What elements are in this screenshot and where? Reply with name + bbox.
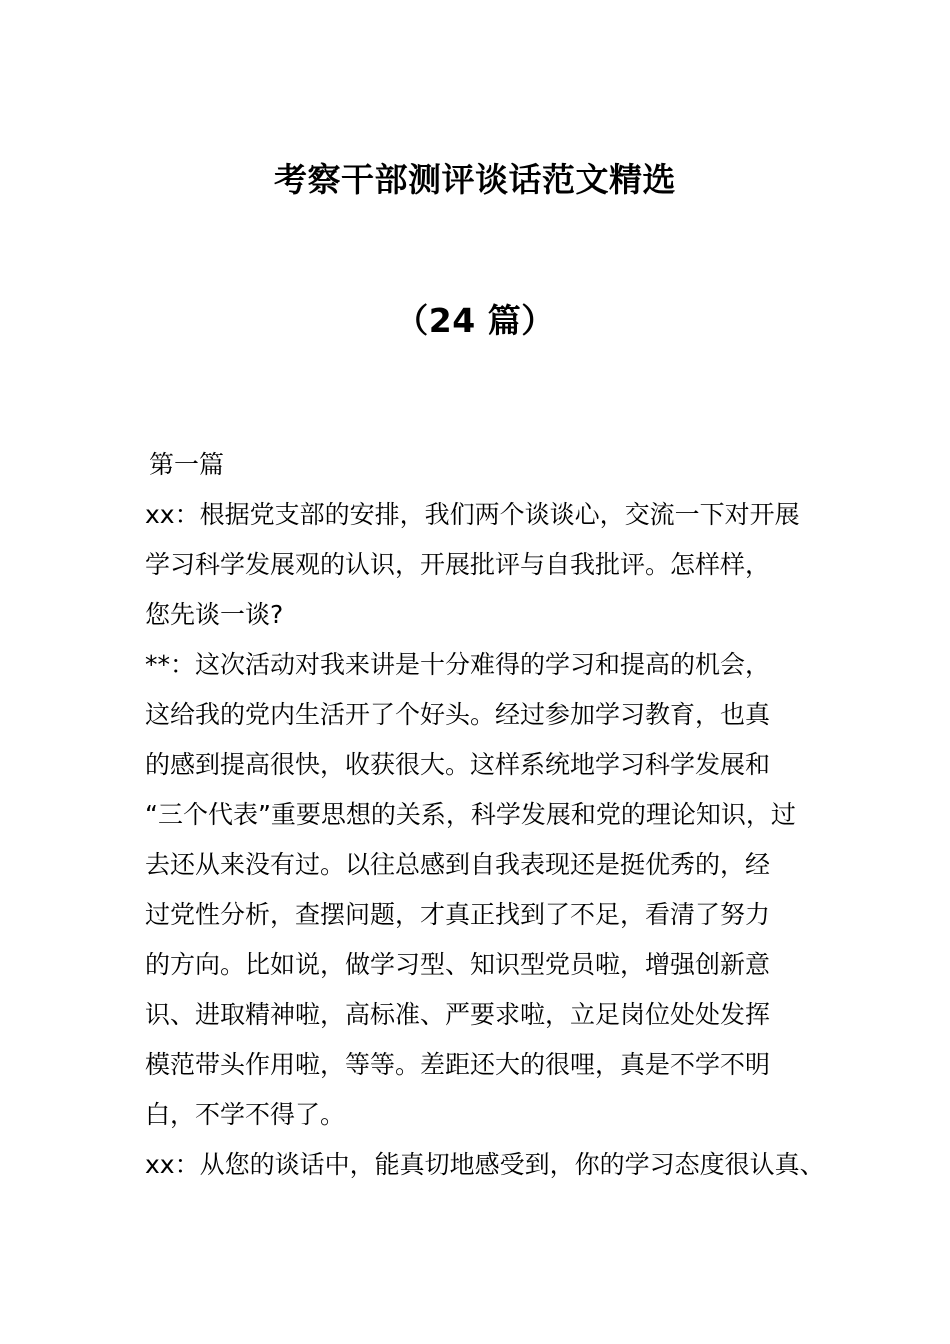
paragraph-line: 识、进取精神啦，高标准、严要求啦，立足岗位处处发挥 xyxy=(145,1000,771,1029)
paragraph-line: 您先谈一谈? xyxy=(145,600,284,629)
paragraph-line: 的感到提高很快，收获很大。这样系统地学习科学发展和 xyxy=(145,750,771,779)
paragraph-line: xx：从您的谈话中，能真切地感受到，你的学习态度很认真、 xyxy=(145,1150,825,1179)
paragraph-line: 过党性分析，查摆问题，才真正找到了不足，看清了努力 xyxy=(145,900,771,929)
document-title: 考察干部测评谈话范文精选 xyxy=(274,160,676,199)
paragraph-line: “三个代表”重要思想的关系，科学发展和党的理论知识，过 xyxy=(145,800,796,829)
paragraph-line: 白，不学不得了。 xyxy=(145,1100,346,1129)
document-subtitle: （24 篇） xyxy=(395,301,555,340)
paragraph-line: **：这次活动对我来讲是十分难得的学习和提高的机会， xyxy=(145,650,771,679)
paragraph-line: xx：根据党支部的安排，我们两个谈谈心，交流一下对开展 xyxy=(145,500,800,529)
paragraph-line: 的方向。比如说，做学习型、知识型党员啦，增强创新意 xyxy=(145,950,771,979)
paragraph-line: 模范带头作用啦，等等。差距还大的很哩，真是不学不明 xyxy=(145,1050,771,1079)
paragraph-line: 这给我的党内生活开了个好头。经过参加学习教育，也真 xyxy=(145,700,771,729)
section-heading: 第一篇 xyxy=(149,450,225,479)
paragraph-line: 学习科学发展观的认识，开展批评与自我批评。怎样样， xyxy=(145,550,771,579)
paragraph-line: 去还从来没有过。以往总感到自我表现还是挺优秀的，经 xyxy=(145,850,771,879)
document-body xyxy=(145,440,825,1190)
